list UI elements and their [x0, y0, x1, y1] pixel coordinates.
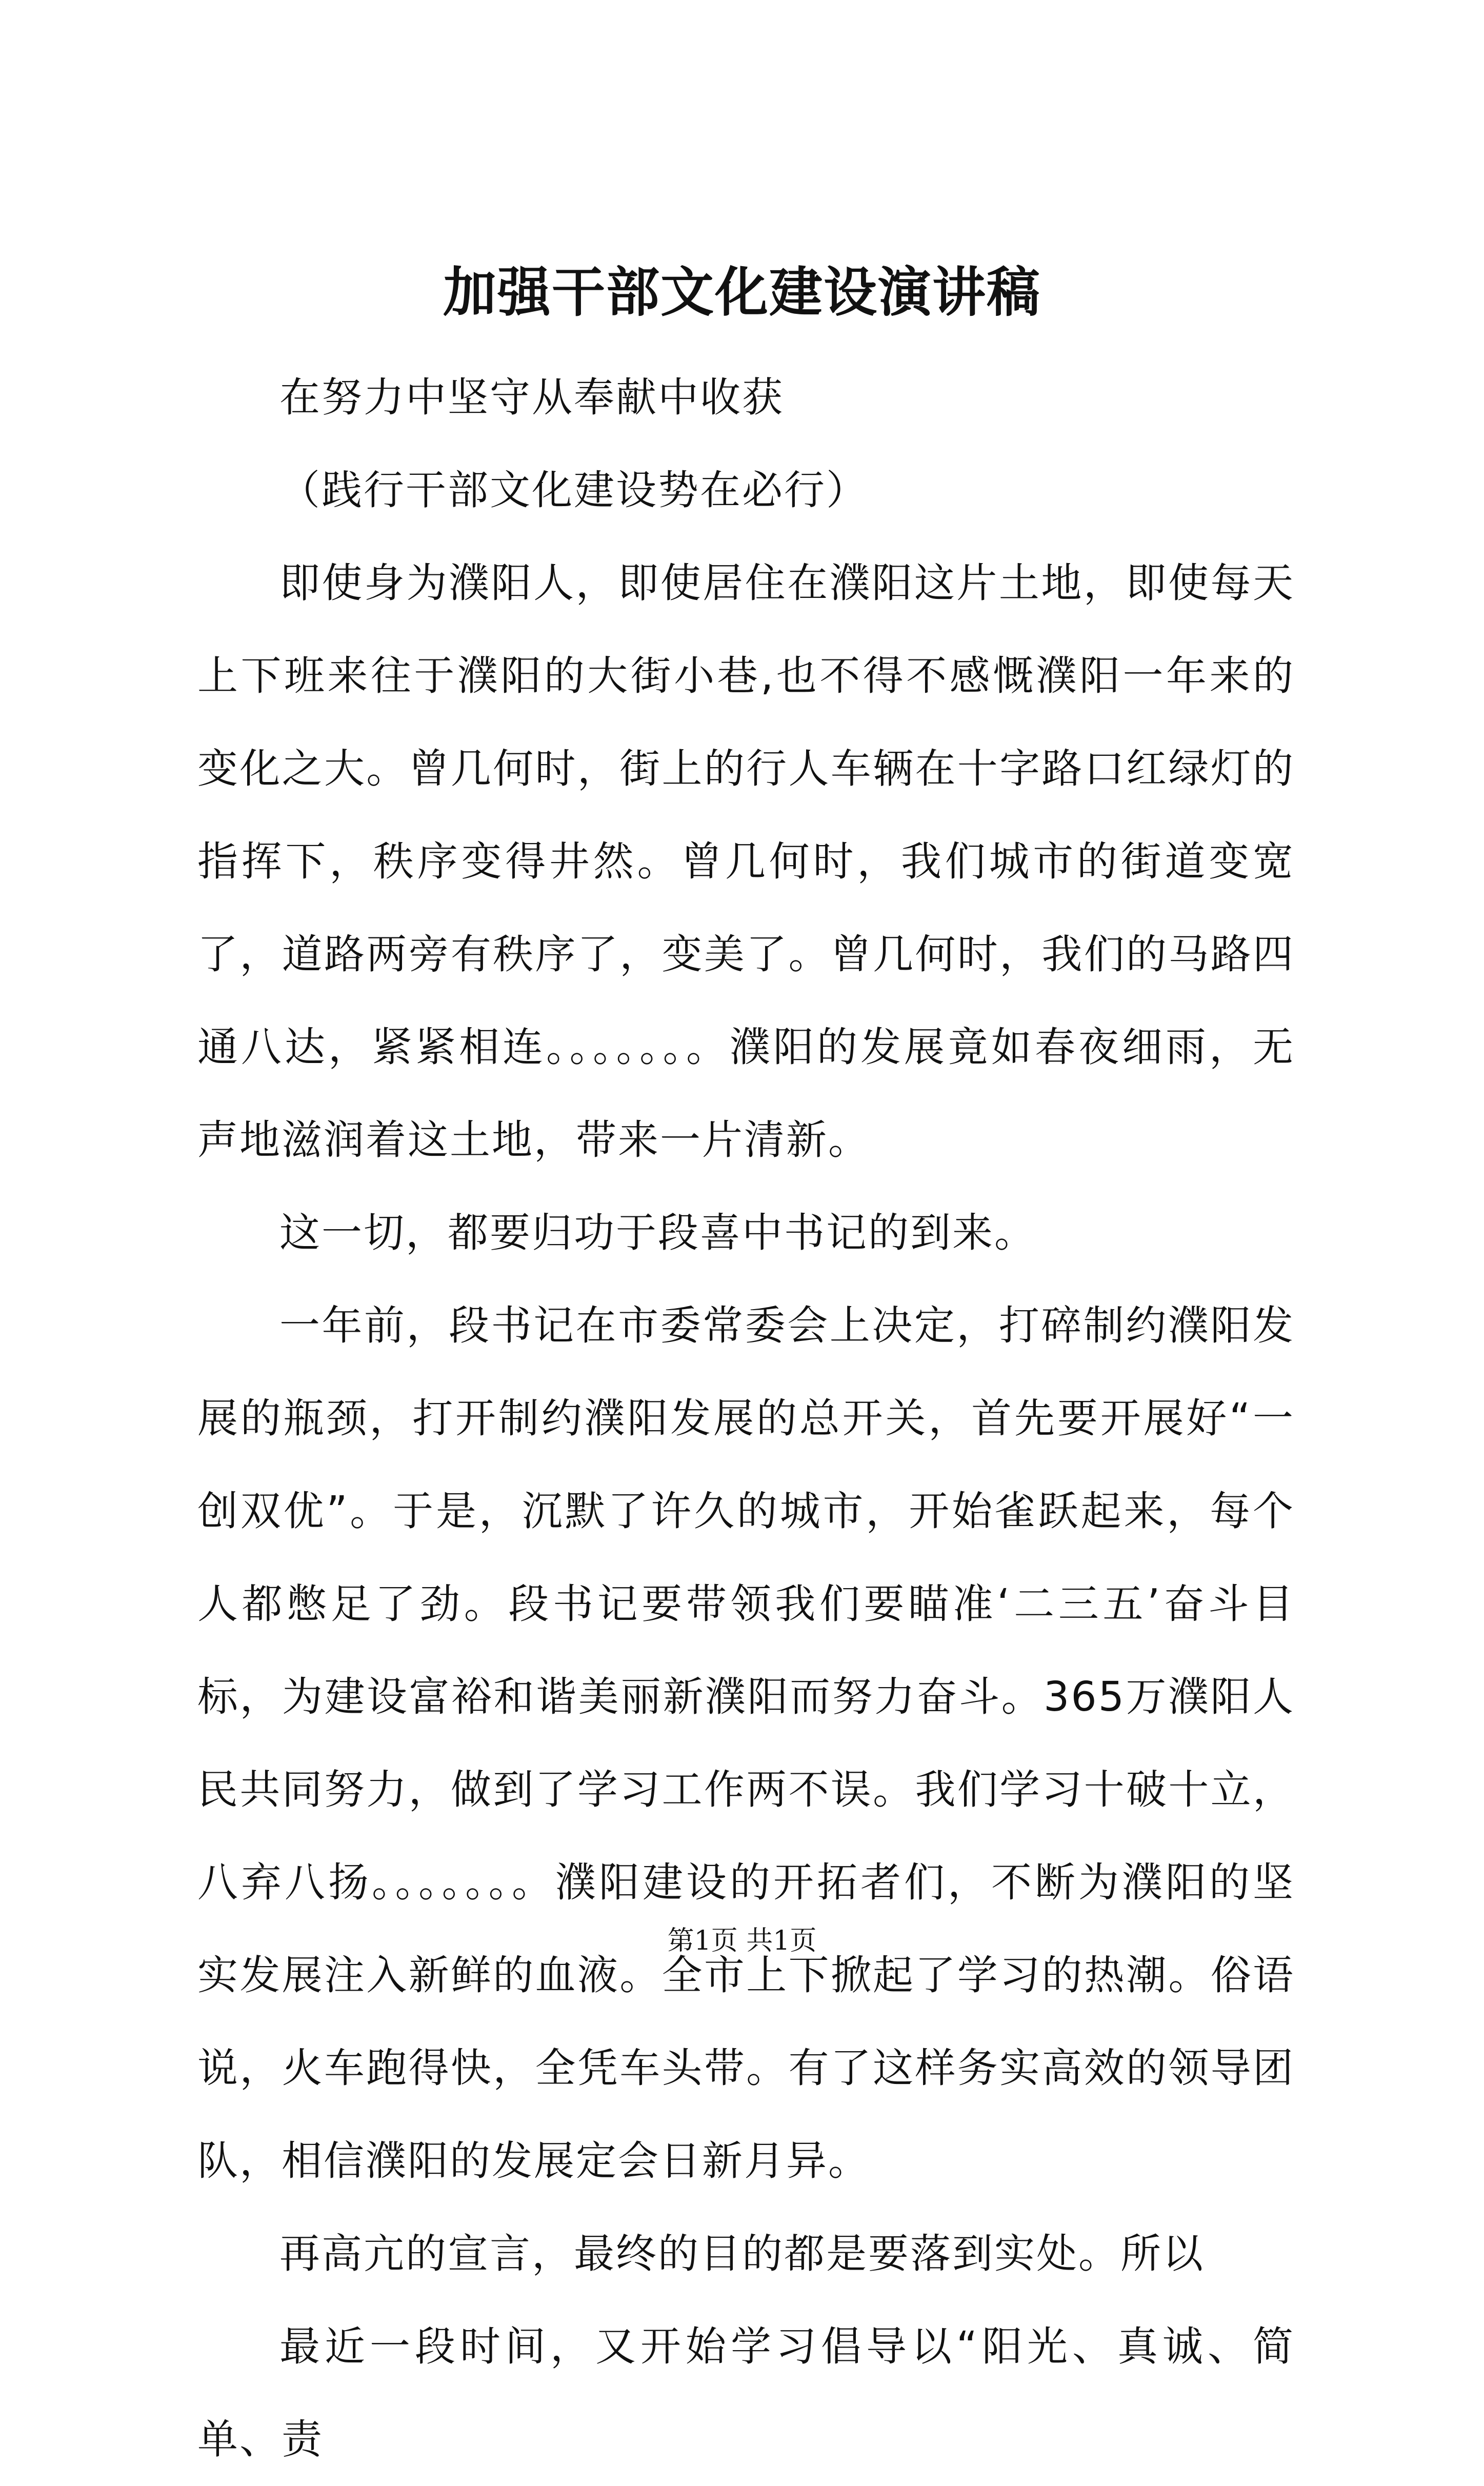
paragraph-subtitle-note: （践行干部文化建设势在必行） [279, 467, 868, 514]
paragraph-4: 再高亢的宣言，最终的目的都是要落到实处。所以 [279, 2230, 1205, 2277]
paragraph-3: 一年前，段书记在市委常委会上决定，打碎制约濮阳发展的瓶颈，打开制约濮阳发展的总开关，首先要开展好“一创双优”。于是，沉默了许久的城市，开始雀跃起来，每个人都憋足了劲。段书记要带领我们要瞄准‘二三五’奋斗目标，为建设富裕和谐美丽新濮阳而努力奋斗。365万濮阳人民共同努力，做到了学习工作两不误。我们学习十破十立，八弃八扬。。。。。。。濮阳建设的开拓者们，不断为濮阳的坚实发展注入新鲜的血液。全市上下掀起了学习的热潮。俗语说，火车跑得快，全凭车头带。有了这样务实高效的领导团队，相信濮阳的发展定会日新月异。 [197, 1302, 1295, 2184]
paragraph-5: 最近一段时间，又开始学习倡导以“阳光、真诚、简单、责 [197, 2323, 1295, 2463]
paragraph-subtitle: 在努力中坚守从奉献中收获 [279, 374, 784, 421]
paragraph-2: 这一切，都要归功于段喜中书记的到来。 [279, 1209, 1036, 1256]
paragraph-1: 即使身为濮阳人，即使居住在濮阳这片土地，即使每天上下班来往于濮阳的大街小巷,也不得不感慨濮阳一年来的变化之大。曾几何时，街上的行人车辆在十字路口红绿灯的指挥下，秩序变得井然。曾几何时，我们城市的街道变宽了，道路两旁有秩序了，变美了。曾几何时，我们的马路四通八达，紧紧相连。。。。。。。濮阳的发展竟如春夜细雨，无声地滋润着这土地，带来一片清新。 [197, 559, 1295, 1164]
document-title: 加强干部文化建设演讲稿 [443, 260, 1041, 324]
document-body [197, 351, 1295, 2486]
page-footer: 第1页 共1页 [667, 1926, 817, 1956]
